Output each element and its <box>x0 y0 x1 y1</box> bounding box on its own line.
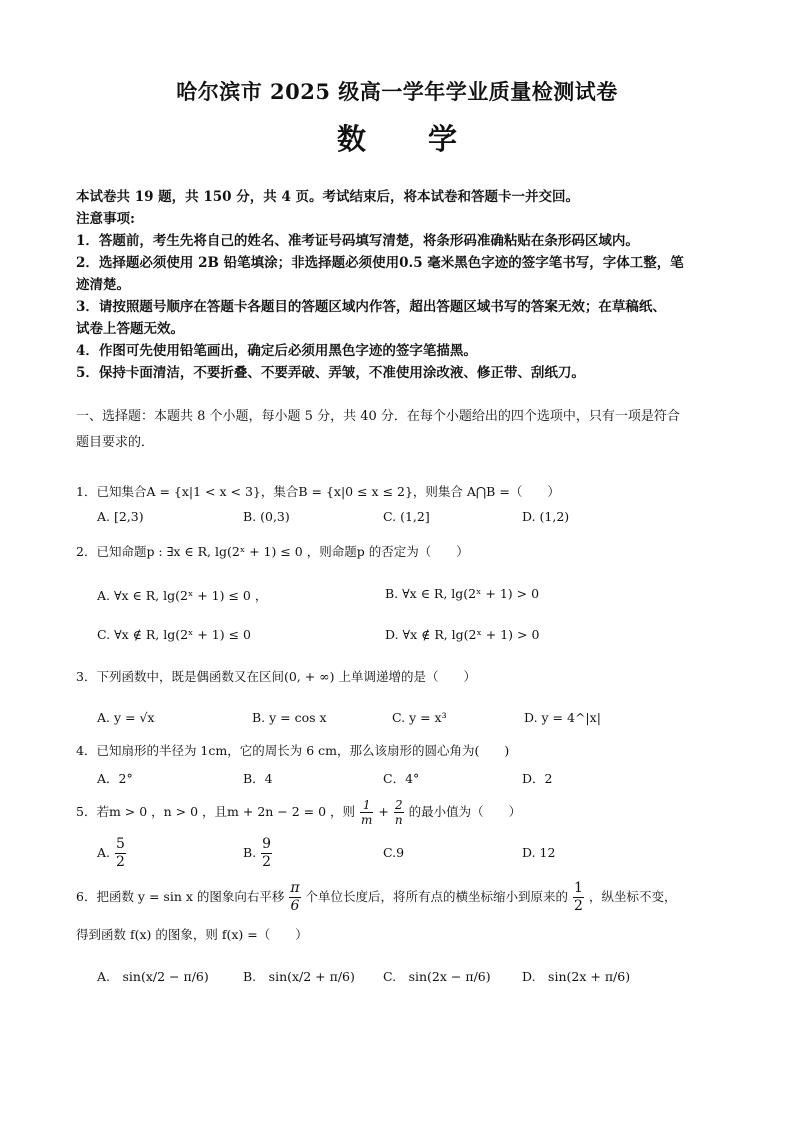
question-3-option-c: C. y = x³ <box>392 710 447 725</box>
question-1-option-c: C. (1,2] <box>383 509 430 524</box>
question-6-option-c: C. sin(2x − π/6) <box>383 969 491 984</box>
question-4-option-b: B．4 <box>243 771 273 786</box>
question-5-stem <box>76 798 736 827</box>
question-2-option-a: A. ∀x ∈ R, lg(2ˣ + 1) ≤ 0 ， <box>97 588 268 603</box>
question-3-option-a: A. y = √x <box>97 710 155 725</box>
notice-item-2: 2．选择题必须使用 2B 铅笔填涂；非选择题必须使用0.5 毫米黑色字迹的签字笔书写，字体工整，笔 <box>76 255 684 271</box>
question-2-option-b: B. ∀x ∈ R, lg(2ˣ + 1) > 0 <box>385 586 540 601</box>
section-heading <box>76 404 726 456</box>
question-6-stem <box>76 880 736 915</box>
question-5-option-c: C.9 <box>383 845 405 860</box>
notice-item-5: 5．保持卡面清洁，不要折叠、不要弄破、弄皱，不准使用涂改液、修正带、刮纸刀。 <box>76 365 585 381</box>
question-5-option-d: D. 12 <box>522 845 556 860</box>
question-2-stem: 2．已知命题p : ∃x ∈ R, lg(2ˣ + 1) ≤ 0 ，则命题p 的否定为（ ） <box>76 544 469 559</box>
question-6-option-d: D. sin(2x + π/6) <box>522 969 631 984</box>
question-5-stem-post: 的最小值为（ ） <box>408 804 522 819</box>
question-3-option-d: D. y = 4^|x| <box>524 710 601 725</box>
question-3-stem: 3．下列函数中，既是偶函数又在区间(0, + ∞) 上单调递增的是（ ） <box>76 669 476 684</box>
question-4-option-a: A．2° <box>97 771 133 786</box>
question-6-stem-line-2: 得到函数 f(x) 的图象，则 f(x) =（ ） <box>76 927 308 942</box>
exam-info: 本试卷共 19 题，共 150 分，共 4 页。考试结束后，将本试卷和答题卡一并交回。 <box>76 189 580 205</box>
question-4-stem: 4．已知扇形的半径为 1cm，它的周长为 6 cm，那么该扇形的圆心角为( ) <box>76 743 510 758</box>
question-5-option-b: B. $\frac{9}{2}$ <box>243 836 272 870</box>
fraction-pi-over-6: $\frac{\pi}{6}$ <box>290 880 300 914</box>
subject-title: 数 学 <box>336 122 484 156</box>
fraction-1-over-m: $\frac{1}{m}$ <box>361 798 373 827</box>
fraction-one-half: $\frac{1}{2}$ <box>574 880 583 914</box>
notice-item-1: 1．答题前，考生先将自己的姓名、准考证号码填写清楚，将条形码准确粘贴在条形码区域内。 <box>76 233 639 249</box>
plus-sign: + <box>378 804 389 819</box>
question-6-option-b: B. sin(x/2 + π/6) <box>243 969 355 984</box>
fraction-2-over-n: $\frac{2}{n}$ <box>394 798 403 827</box>
question-4-option-d: D．2 <box>522 771 553 786</box>
notice-heading: 注意事项: <box>76 211 135 227</box>
question-5-option-a: A. $\frac{5}{2}$ <box>97 836 125 870</box>
instructions <box>76 186 726 384</box>
notice-item-2-cont: 迹清楚。 <box>76 277 130 293</box>
question-2-option-c: C. ∀x ∉ R, lg(2ˣ + 1) ≤ 0 <box>97 627 251 642</box>
question-4-option-c: C．4° <box>383 771 420 786</box>
notice-item-3-cont: 试卷上答题无效。 <box>76 321 184 337</box>
exam-title: 哈尔滨市 2025 级高一学年学业质量检测试卷 <box>176 79 618 104</box>
question-6-option-a: A. sin(x/2 − π/6) <box>97 969 209 984</box>
notice-item-3: 3．请按照题号顺序在答题卡各题目的答题区域内作答，超出答题区域书写的答案无效；在草稿纸、 <box>76 299 666 315</box>
question-1-option-d: D. (1,2) <box>522 509 570 524</box>
question-3-option-b: B. y = cos x <box>252 710 327 725</box>
question-5-stem-pre: 5．若m > 0 ，n > 0 ，且m + 2n − 2 = 0 ，则 <box>76 804 356 819</box>
question-2-option-d: D. ∀x ∉ R, lg(2ˣ + 1) > 0 <box>385 627 540 642</box>
notice-item-4: 4．作图可先使用铅笔画出，确定后必须用黑色字迹的签字笔描黑。 <box>76 343 477 359</box>
section-line-1: 一、选择题：本题共 8 个小题，每小题 5 分，共 40 分．在每个小题给出的四个选项中，只有一项是符合 <box>76 409 680 424</box>
question-1-option-b: B. (0,3) <box>243 509 290 524</box>
question-1-stem: 1．已知集合A = {x|1 < x < 3}，集合B = {x|0 ≤ x ≤ 2}，则集合 A⋂B =（ ） <box>76 484 560 499</box>
question-6-stem-post: ，纵坐标不变， <box>588 889 677 904</box>
question-6-stem-mid: 个单位长度后，将所有点的横坐标缩小到原来的 <box>305 889 569 904</box>
section-line-2: 题目要求的． <box>76 435 155 450</box>
question-6-stem-pre: 6．把函数 y = sin x 的图象向右平移 <box>76 889 285 904</box>
question-1-option-a: A. [2,3) <box>97 509 144 524</box>
